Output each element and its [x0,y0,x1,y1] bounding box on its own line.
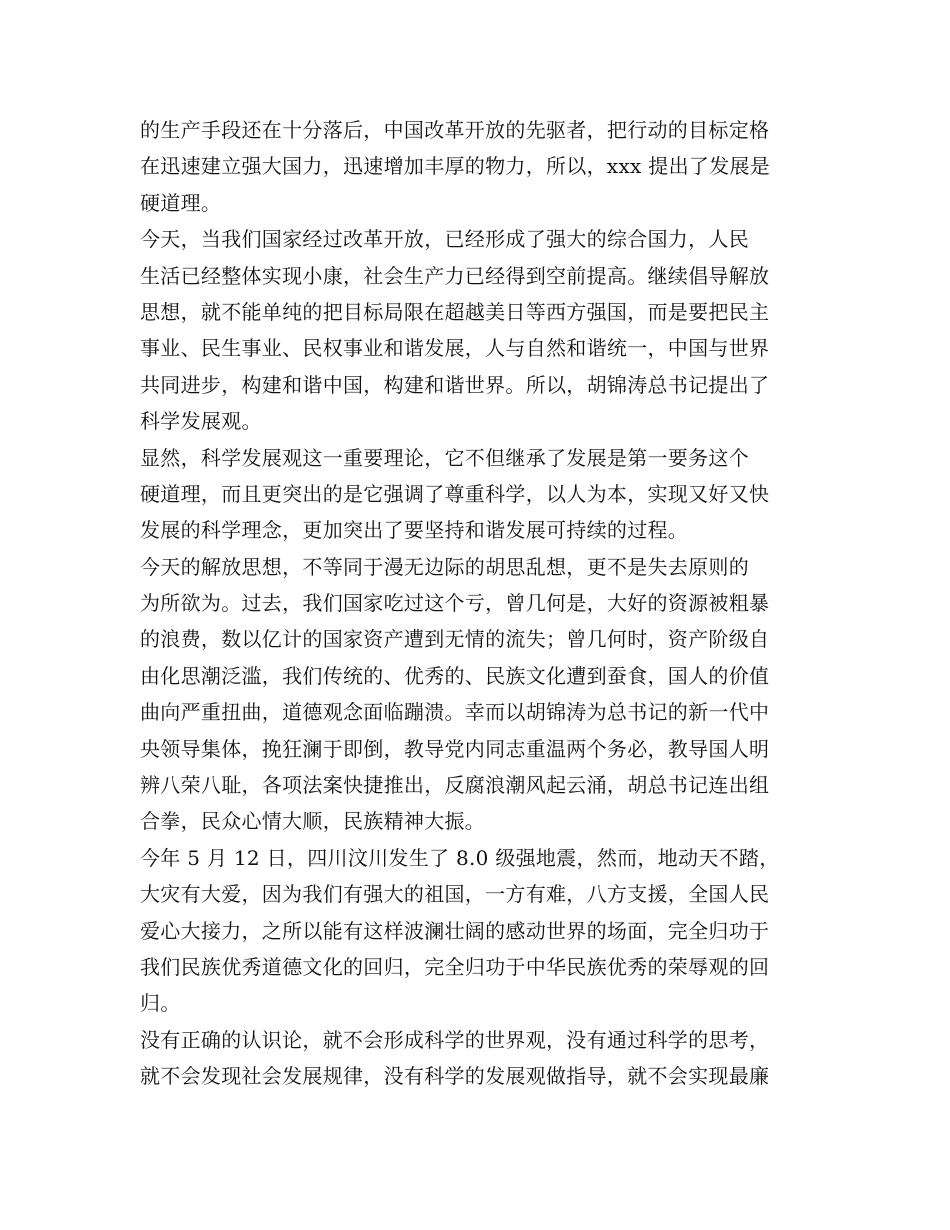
text-line: 生活已经整体实现小康，社会生产力已经得到空前提高。继续倡导解放 [140,263,770,288]
text-line: 为所欲为。过去，我们国家吃过这个亏，曾几何是，大好的资源被粗暴 [140,591,770,616]
text-line: 的浪费，数以亿计的国家资产遭到无情的流失；曾几何时，资产阶级自 [140,627,770,652]
text-line: 没有正确的认识论，就不会形成科学的世界观，没有通过科学的思考， [140,1027,770,1052]
text-line: 曲向严重扭曲，道德观念面临蹦溃。幸而以胡锦涛为总书记的新一代中 [140,700,770,725]
text-line: 央领导集体，挽狂澜于即倒，教导党内同志重温两个务必，教导国人明 [140,736,770,761]
text-line: 今天，当我们国家经过改革开放，已经形成了强大的综合国力，人民 [140,227,749,252]
text-line: 事业、民生事业、民权事业和谐发展，人与自然和谐统一，中国与世界 [140,336,770,361]
text-line: 爱心大接力，之所以能有这样波澜壮阔的感动世界的场面，完全归功于 [140,918,770,943]
text-line: 就不会发现社会发展规律，没有科学的发展观做指导，就不会实现最廉 [140,1064,770,1089]
text-line: 归。 [140,991,181,1016]
text-line: 的生产手段还在十分落后，中国改革开放的先驱者，把行动的目标定格 [140,118,770,142]
text-line: 今天的解放思想，不等同于漫无边际的胡思乱想，更不是失去原则的 [140,554,749,579]
text-line: 我们民族优秀道德文化的回归，完全归功于中华民族优秀的荣辱观的回 [140,954,770,979]
text-line: 显然，科学发展观这一重要理论，它不但继承了发展是第一要务这个 [140,445,749,470]
text-line: 思想，就不能单纯的把目标局限在超越美日等西方强国，而是要把民主 [140,299,770,324]
text-line: 在迅速建立强大国力，迅速增加丰厚的物力，所以，xxx 提出了发展是 [140,154,771,179]
text-line: 大灾有大爱，因为我们有强大的祖国，一方有难，八方支援，全国人民 [140,882,770,907]
text-line: 硬道理，而且更突出的是它强调了尊重科学，以人为本，实现又好又快 [140,481,770,506]
text-line: 辨八荣八耻，各项法案快捷推出，反腐浪潮风起云涌，胡总书记连出组 [140,773,770,798]
text-line: 共同进步，构建和谐中国，构建和谐世界。所以，胡锦涛总书记提出了 [140,372,770,397]
text-line: 发展的科学理念，更加突出了要坚持和谐发展可持续的过程。 [140,518,689,543]
text-line: 科学发展观。 [140,409,262,434]
text-line: 由化思潮泛滥，我们传统的、优秀的、民族文化遭到蚕食，国人的价值 [140,663,770,688]
text-line: 合拳，民众心情大顺，民族精神大振。 [140,809,486,834]
text-line: 今年 5 月 12 日，四川汶川发生了 8.0 级强地震，然而，地动天不踏， [140,845,780,870]
document-body [140,112,820,1095]
text-line: 硬道理。 [140,190,222,215]
